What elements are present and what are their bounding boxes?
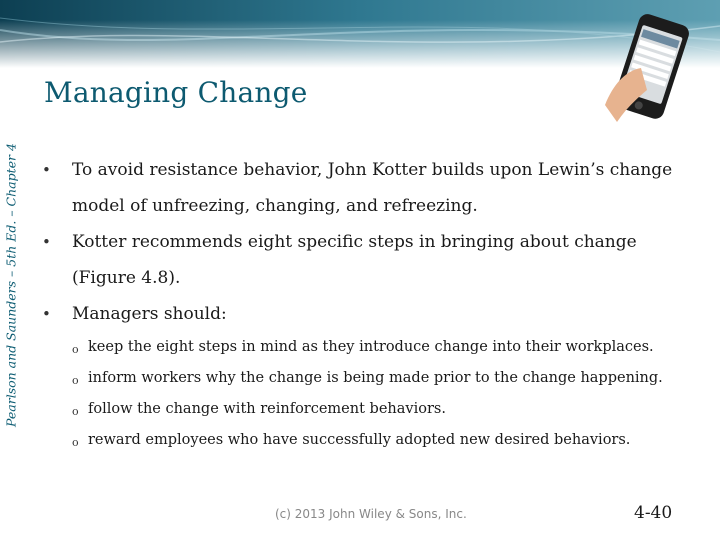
- sub-bullet-text: inform workers why the change is being made prior to the change happening.: [88, 370, 663, 386]
- sub-bullet-item: [42, 425, 692, 456]
- side-credit-text: Pearlson and Saunders – 5th Ed. – Chapter 4: [3, 143, 19, 427]
- bullet-item: [42, 224, 692, 296]
- sub-bullet-text: reward employees who have successfully adopted new desired behaviors.: [88, 432, 631, 448]
- sub-bullet-item: [42, 332, 692, 363]
- page-number: 4-40: [634, 503, 673, 523]
- bullet-item: [42, 152, 692, 224]
- bullet-text: Kotter recommends eight specific steps in bringing about change (Figure 4.8).: [72, 232, 637, 288]
- sub-bullet-icon: o: [72, 374, 79, 387]
- page-title: Managing Change: [44, 76, 308, 109]
- bullet-text: To avoid resistance behavior, John Kotter builds upon Lewin’s change model of unfreezing, changing, and refreezing.: [72, 160, 673, 216]
- bullet-item: [42, 296, 692, 332]
- bullet-icon: •: [42, 161, 51, 179]
- bullet-text: Managers should:: [72, 304, 227, 324]
- sub-bullet-list: [42, 332, 692, 456]
- sub-bullet-text: keep the eight steps in mind as they introduce change into their workplaces.: [88, 339, 654, 355]
- side-credit: [0, 142, 22, 428]
- sub-bullet-item: [42, 394, 692, 425]
- bullet-list: [42, 152, 692, 456]
- sub-bullet-icon: o: [72, 343, 79, 356]
- sub-bullet-text: follow the change with reinforcement behaviors.: [88, 401, 446, 417]
- sub-bullet-item: [42, 363, 692, 394]
- bullet-icon: •: [42, 233, 51, 251]
- smartphone-icon: [595, 10, 710, 125]
- sub-bullet-icon: o: [72, 405, 79, 418]
- sub-bullet-icon: o: [72, 436, 79, 449]
- copyright-footer: (c) 2013 John Wiley & Sons, Inc.: [275, 507, 467, 521]
- bullet-icon: •: [42, 305, 51, 323]
